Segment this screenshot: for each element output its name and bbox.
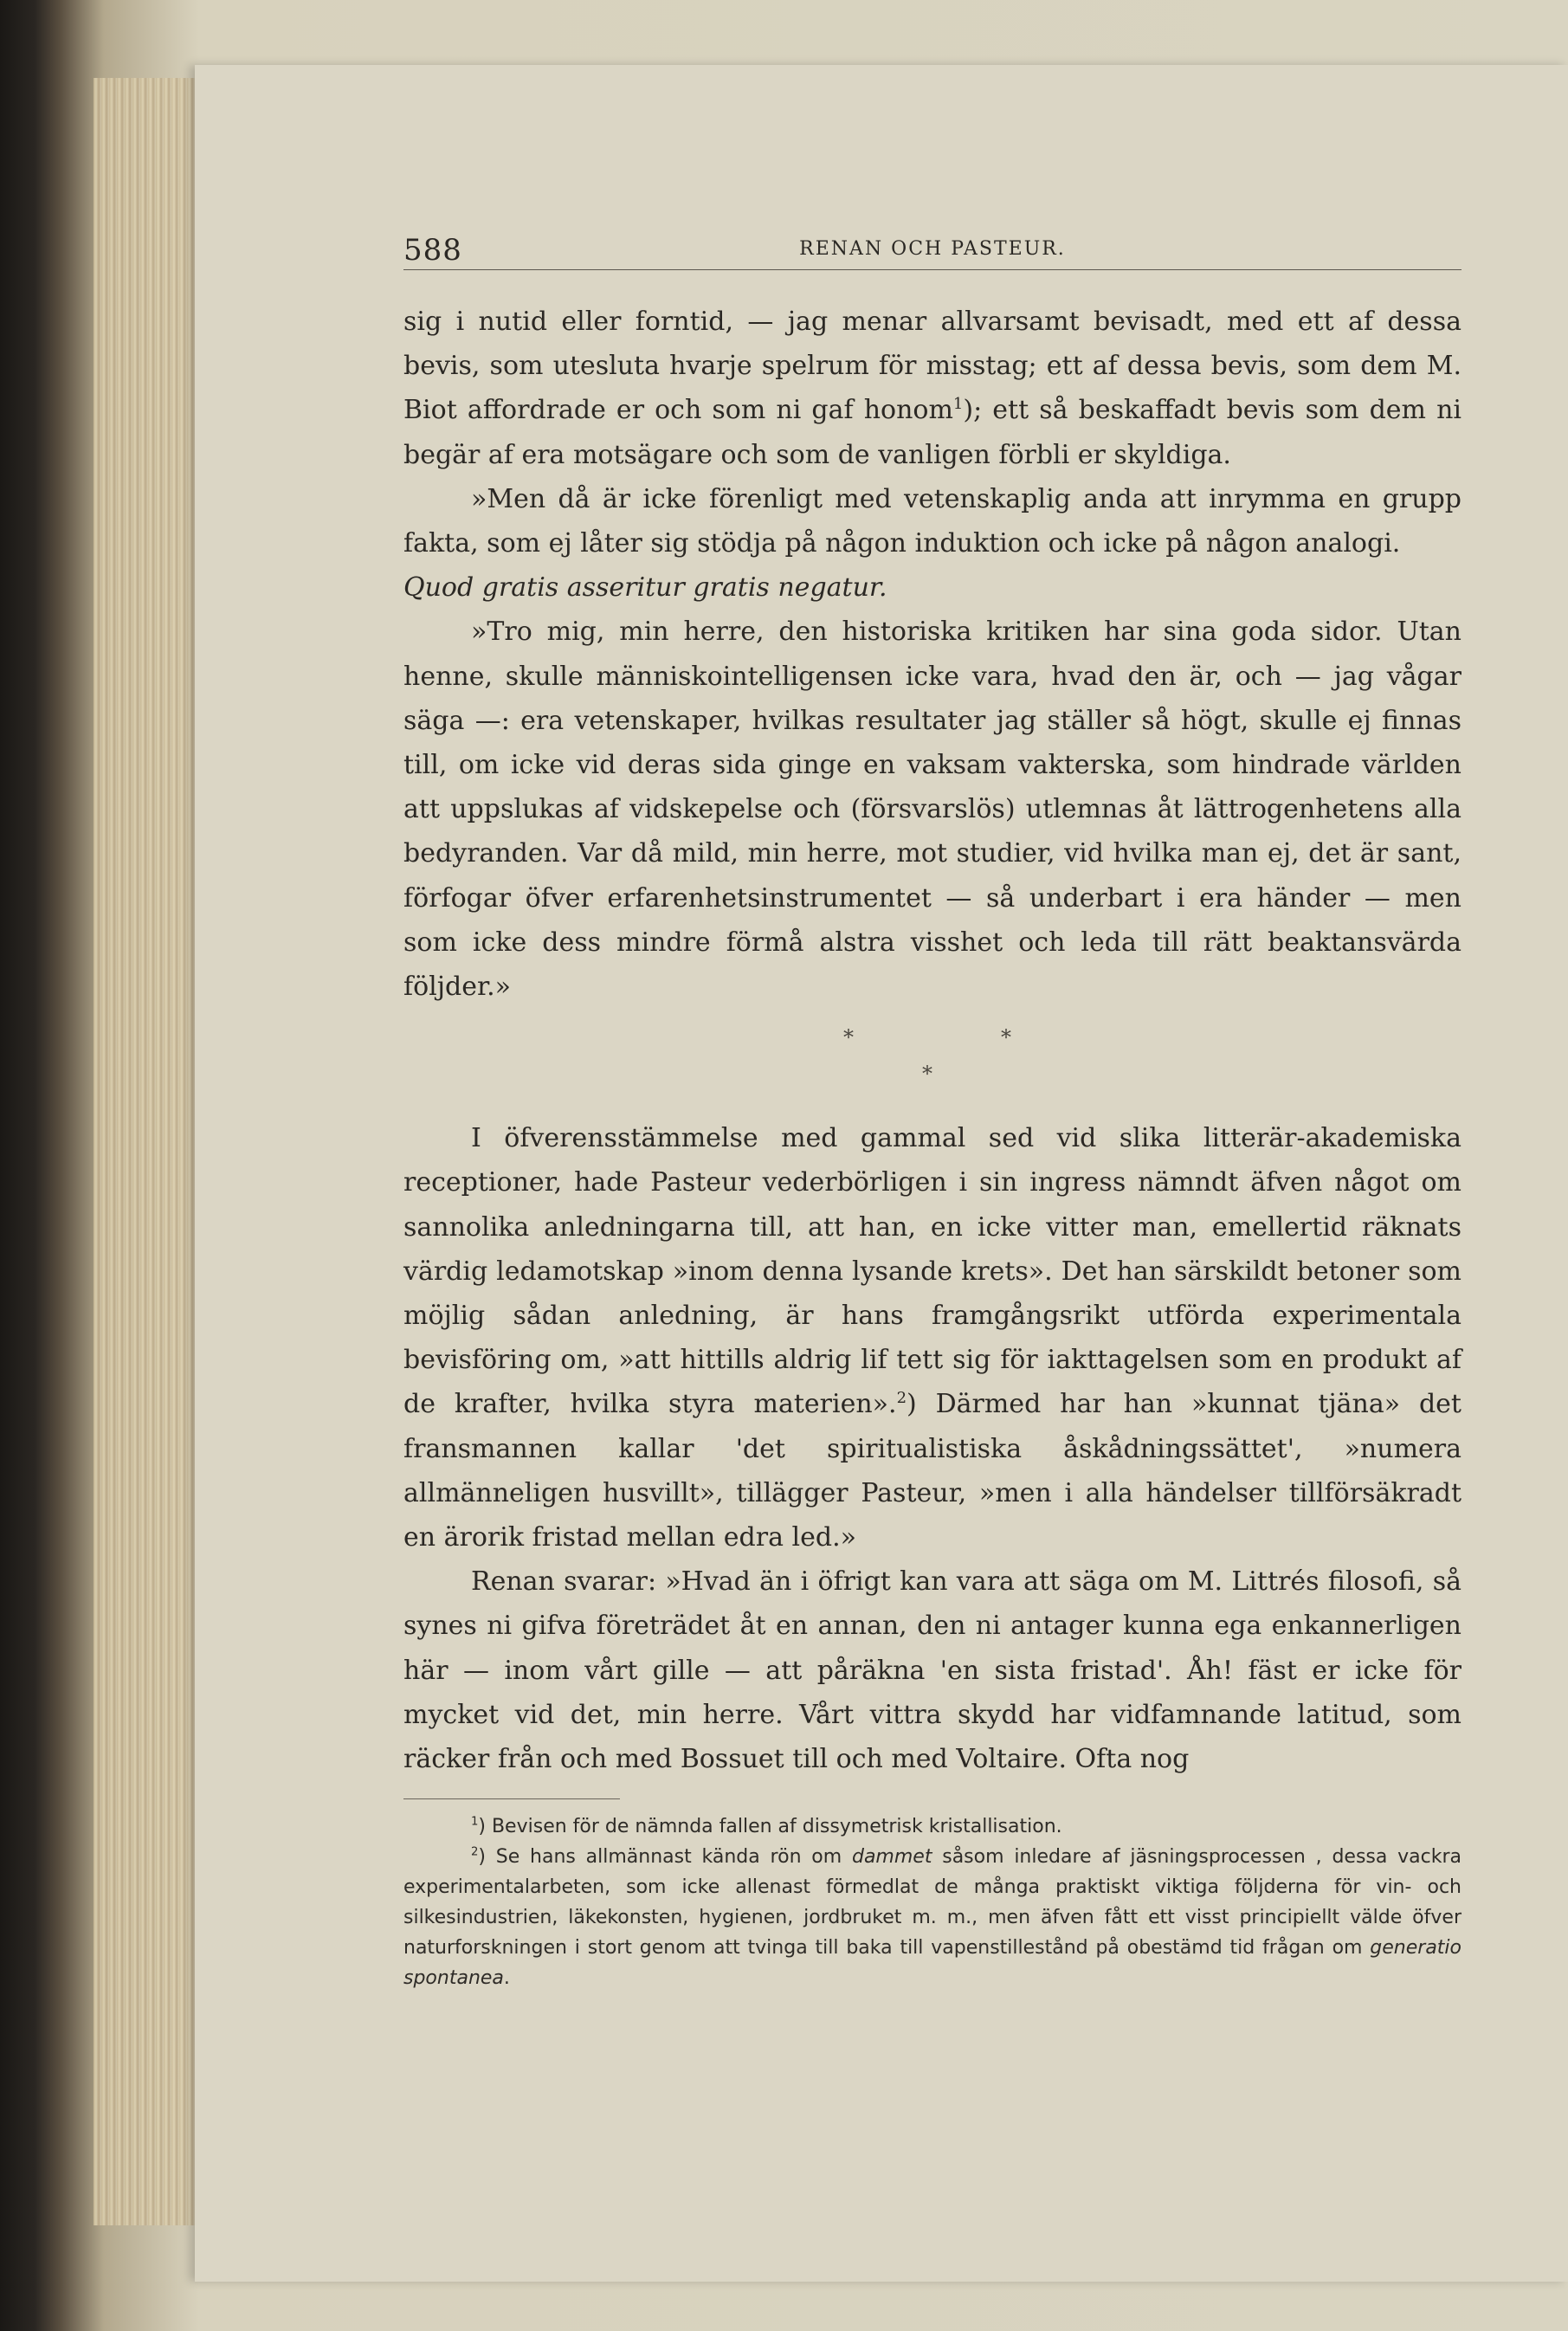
page-number: 588: [403, 233, 462, 268]
paragraph-1: sig i nutid eller forntid, — jag menar allvarsamt bevisadt, med ett af dessa bevis, som utesluta hvarje spelrum för misstag; ett af dessa bevis, som dem M. Biot affordrade er och som ni gaf honom$^1$); ett så beskaffadt bevis som dem ni begär af era motsägare och som de vanligen förbli er skyldiga.: [403, 307, 1462, 470]
running-head: [403, 221, 1462, 270]
latin-quote: Quod gratis asseritur gratis negatur.: [403, 572, 887, 604]
body-text: [403, 300, 1462, 1781]
paragraph-4: I öfverensstämmelse med gammal sed vid slika litterär-akademiska receptioner, hade Pasteur vederbörligen i sin ingress nämndt äfven något om sannolika anledningarna till, att han, en icke vitter man, emellertid räknats värdig ledamotskap »inom denna lysande krets». Det han särskildt betoner som möjlig sådan anledning, är hans framgångsrikt utförda experimentala bevisföring om, »att hittills aldrig lif tett sig för iakttagelsen som en produkt af de krafter, hvilka styra materien».$^2$) Därmed har han »kunnat tjäna» det fransmannen kallar 'det spiritualistiska åskådningssättet', »numera allmänneligen husvillt», tillägger Pasteur, »men i alla händelser tillförsäkradt en ärorik fristad mellan edra led.»: [403, 1123, 1462, 1553]
footnote-ref-2: 2: [896, 1389, 907, 1408]
footnote-ref-1: 1: [952, 395, 964, 414]
footnote-2: $^2$) Se hans allmännast kända rön om dammet såsom inledare af jäsningsprocessen , dessa vackra experimentalarbeten, som icke allenast förmedlat de många praktiskt viktiga följderna för vin- och silkesindustrien, läkekonsten, hygienen, jordbruket m. m., men äfven fått ett visst principiellt välde öfver naturforskningen i stort genom att tvinga till baka till vapenstillestånd på obestämd tid frågan om generatio spontanea.: [403, 1845, 1462, 1990]
running-title: RENAN OCH PASTEUR.: [799, 238, 1066, 260]
paragraph-5: Renan svarar: »Hvad än i öfrigt kan vara att säga om M. Littrés filosofi, så synes ni gifva företrädet åt en annan, den ni antager kunna ega enkannerligen här — inom vårt gille — att påräkna 'en sista fristad'. Åh! fäst er icke för mycket vid det, min herre. Vårt vittra skydd har vidfamnande latitud, som räcker från och med Bossuet till och med Voltaire. Ofta nog: [403, 1566, 1462, 1775]
footnote-divider: [403, 1798, 620, 1799]
paragraph-3: »Tro mig, min herre, den historiska kritiken har sina goda sidor. Utan henne, skulle människointelligensen icke vara, hvad den är, och — jag vågar säga —: era vetenskaper, hvilkas resultater jag ställer så högt, skulle ej finnas till, om icke vid deras sida ginge en vaksam vakterska, som hindrade världen att uppslukas af vidskepelse och (försvarslös) utlemnas åt lättrogenhetens alla bedyranden. Var då mild, min herre, mot studier, vid hvilka man ej, det är sant, förfogar öfver erfarenhetsinstrumentet — så underbart i era händer — men som icke dess mindre förmå alstra visshet och leda till rätt beaktansvärda följder.»: [403, 617, 1462, 1003]
footnotes: [403, 1811, 1462, 1993]
asterisk: *: [922, 1062, 932, 1087]
footnote-1: $^1$) Bevisen för de nämnda fallen af dissymetrisk kristallisation.: [471, 1815, 1062, 1838]
paragraph-2: »Men då är icke förenligt med vetenskaplig anda att inrymma en grupp fakta, som ej låter sig stödja på någon induktion och icke på någon analogi.: [403, 483, 1462, 559]
text-block: [403, 221, 1462, 1993]
section-break: [403, 1014, 1462, 1090]
asterisk: *: [843, 1025, 854, 1050]
asterisk: *: [1001, 1025, 1011, 1050]
